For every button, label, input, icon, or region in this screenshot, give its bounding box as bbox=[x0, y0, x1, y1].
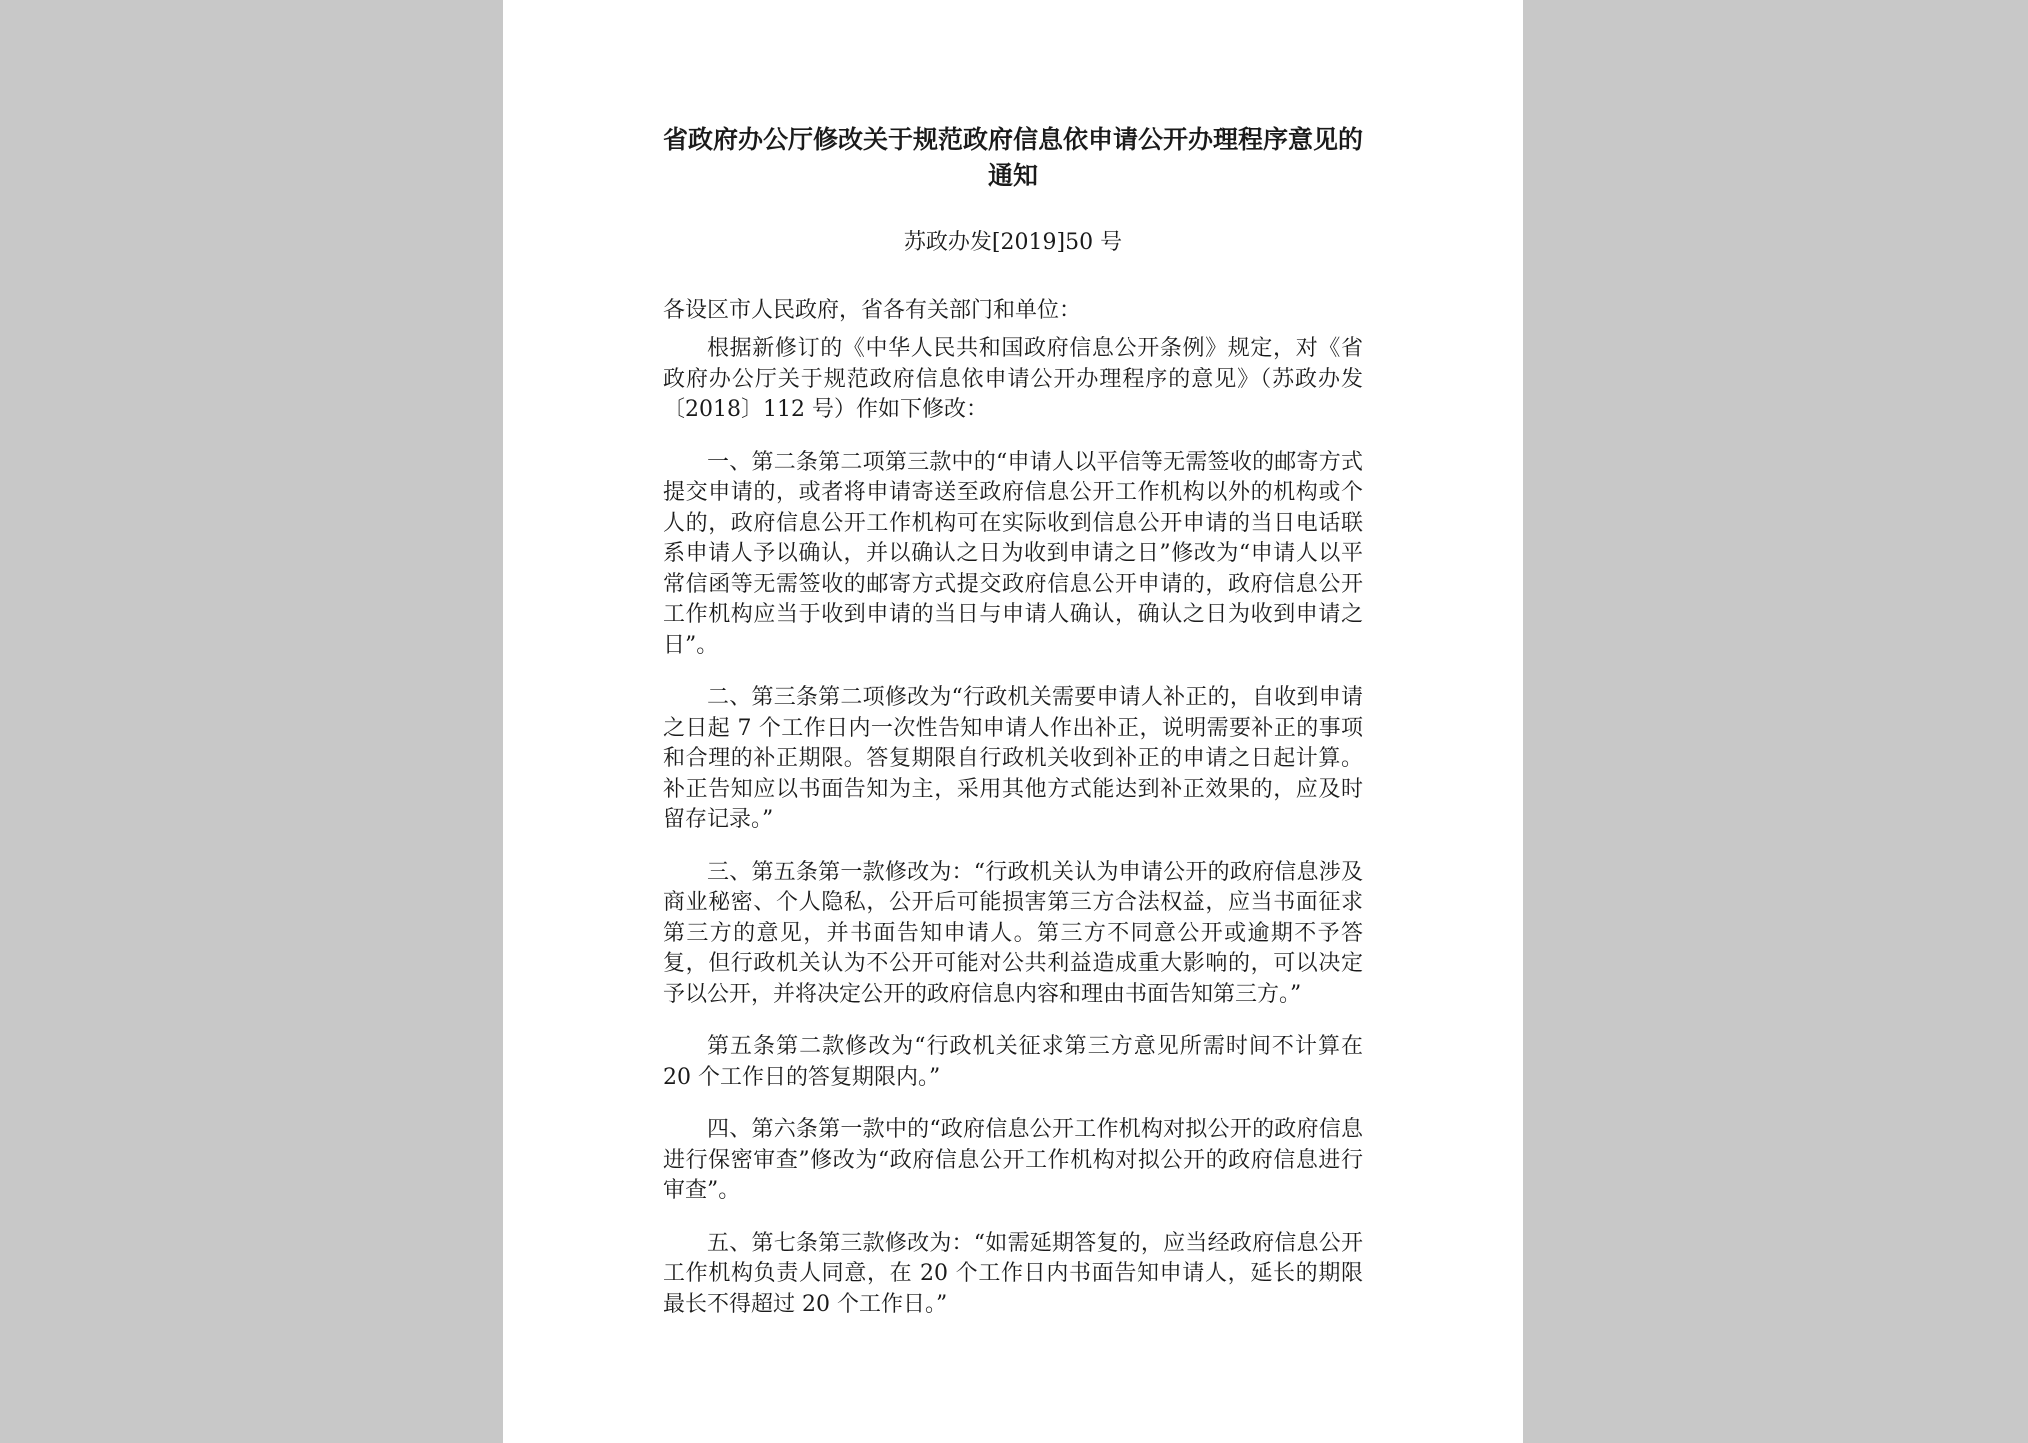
document-page bbox=[503, 0, 1523, 1443]
paragraph-intro: 根据新修订的《中华人民共和国政府信息公开条例》规定，对《省政府办公厅关于规范政府信息依申请公开办理程序的意见》（苏政办发〔2018〕112 号）作如下修改： bbox=[663, 336, 1363, 422]
paragraph-item-1: 一、第二条第二项第三款中的“申请人以平信等无需签收的邮寄方式提交申请的，或者将申请寄送至政府信息公开工作机构以外的机构或个人的，政府信息公开工作机构可在实际收到信息公开申请的当日电话联系申请人予以确认，并以确认之日为收到申请之日”修改为“申请人以平常信函等无需签收的邮寄方式提交政府信息公开申请的，政府信息公开工作机构应当于收到申请的当日与申请人确认，确认之日为收到申请之日”。 bbox=[663, 449, 1363, 658]
paragraph-item-5: 五、第七条第三款修改为：“如需延期答复的，应当经政府信息公开工作机构负责人同意，在 20 个工作日内书面告知申请人，延长的期限最长不得超过 20 个工作日。” bbox=[663, 1230, 1363, 1317]
paragraph-item-3: 三、第五条第一款修改为：“行政机关认为申请公开的政府信息涉及商业秘密、个人隐私，公开后可能损害第三方合法权益，应当书面征求第三方的意见，并书面告知申请人。第三方不同意公开或逾期不予答复，但行政机关认为不公开可能对公共利益造成重大影响的，可以决定予以公开，并将决定公开的政府信息内容和理由书面告知第三方。” bbox=[663, 859, 1363, 1007]
paragraph-item-2: 二、第三条第二项修改为“行政机关需要申请人补正的，自收到申请之日起 7 个工作日内一次性告知申请人作出补正，说明需要补正的事项和合理的补正期限。答复期限自行政机关收到补正的申请之日起计算。补正告知应以书面告知为主，采用其他方式能达到补正效果的，应及时留存记录。” bbox=[663, 685, 1363, 832]
salutation: 各设区市人民政府，省各有关部门和单位： bbox=[663, 298, 1082, 323]
paragraph-item-4: 四、第六条第一款中的“政府信息公开工作机构对拟公开的政府信息进行保密审查”修改为“政府信息公开工作机构对拟公开的政府信息进行审查”。 bbox=[663, 1117, 1363, 1203]
document-title: 省政府办公厅修改关于规范政府信息依申请公开办理程序意见的通知 bbox=[663, 125, 1364, 190]
document-number: 苏政办发[2019]50 号 bbox=[903, 230, 1123, 255]
document-content bbox=[663, 122, 1363, 1342]
paragraph-item-3-sub: 第五条第二款修改为“行政机关征求第三方意见所需时间不计算在 20 个工作日的答复期限内。” bbox=[663, 1034, 1363, 1090]
